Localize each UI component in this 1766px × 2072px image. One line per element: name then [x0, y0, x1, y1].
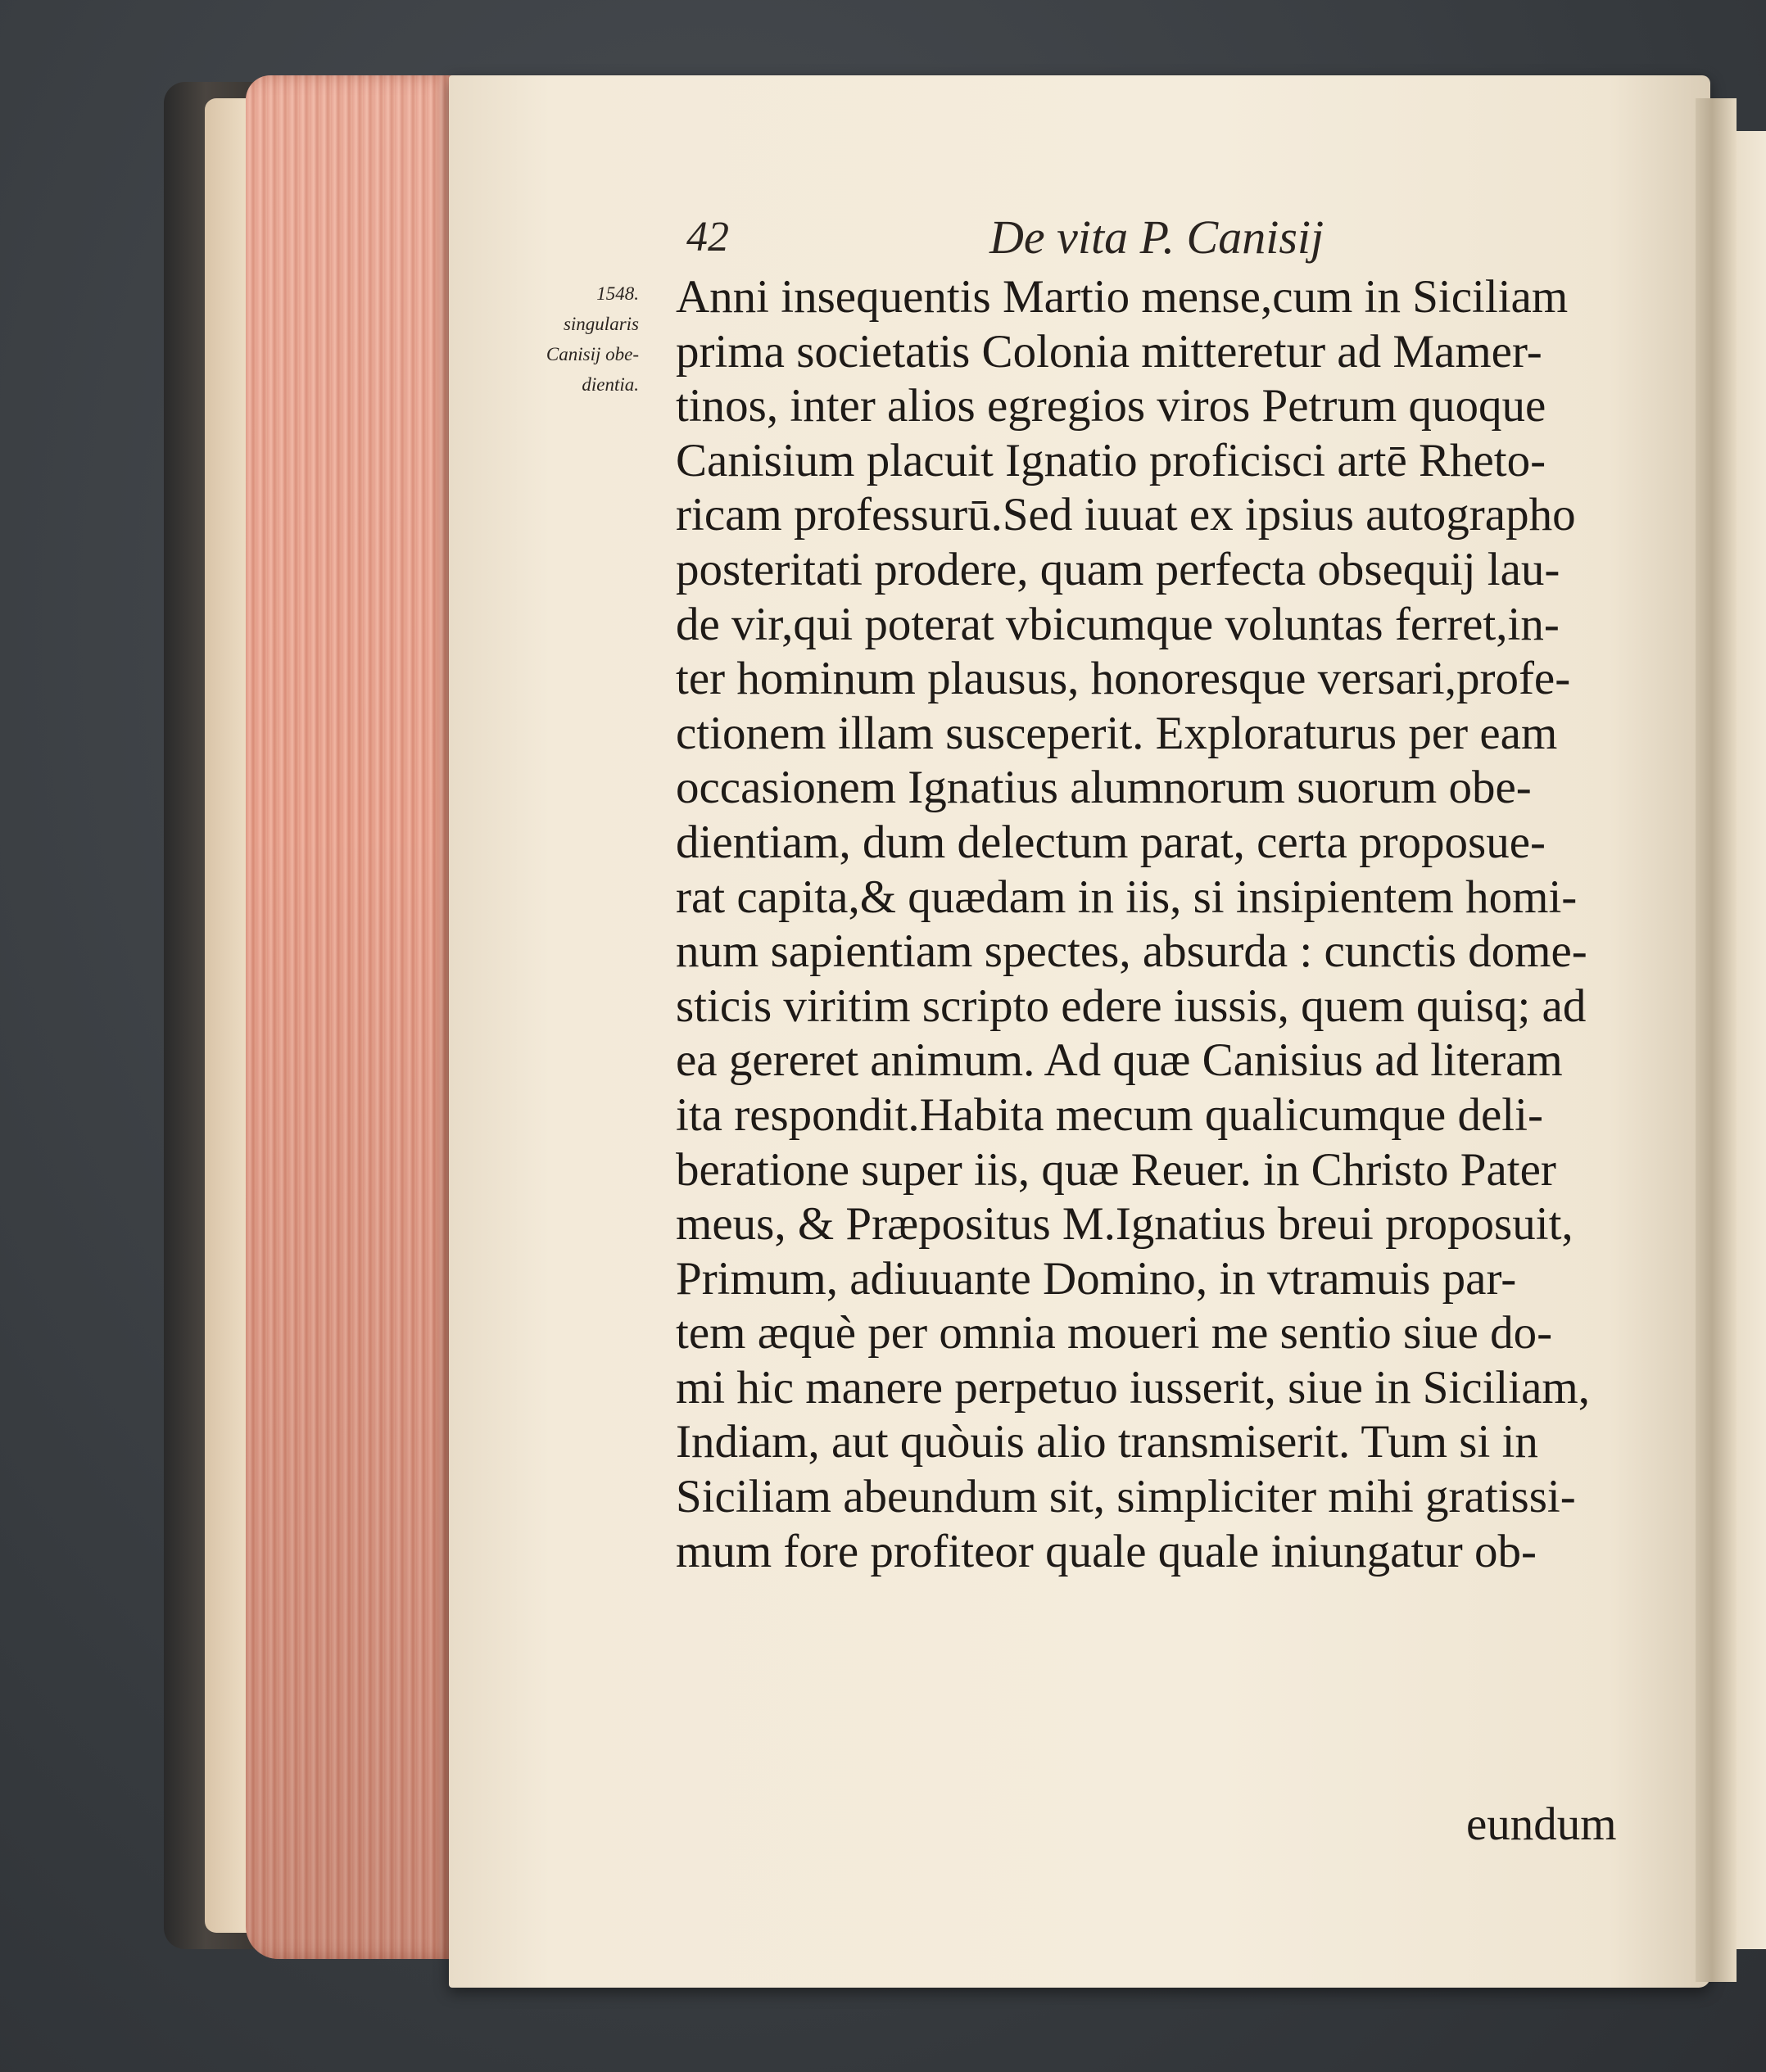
text-line: rat capita,& quædam in iis, si insipientem homi- — [676, 871, 1578, 923]
margin-note-line: Canisij obe- — [546, 344, 639, 364]
text-line: Primum, adiuuante Domino, in vtramuis par- — [676, 1252, 1517, 1305]
text-line: sticis viritim scripto edere iussis, quem quisq; ad — [676, 979, 1587, 1032]
marginal-note — [483, 278, 639, 400]
text-line: prima societatis Colonia mitteretur ad Mamer- — [676, 325, 1542, 378]
text-line: posteritati prodere, quam perfecta obsequij lau- — [676, 543, 1560, 595]
running-title: De vita P. Canisij — [989, 210, 1324, 264]
page-gutter — [1696, 98, 1737, 1982]
text-line: occasionem Ignatius alumnorum suorum obe- — [676, 762, 1532, 814]
page-number: 42 — [686, 214, 729, 260]
margin-note-line: dientia. — [582, 374, 639, 395]
margin-note-line: 1548. — [596, 283, 639, 304]
catchword: eundum — [1466, 1798, 1617, 1850]
text-line: Siciliam abeundum sit, simpliciter mihi gratissi- — [676, 1471, 1576, 1523]
text-line: mi hic manere perpetuo iusserit, siue in Siciliam, — [676, 1361, 1590, 1414]
text-line: num sapientiam spectes, absurda : cunctis dome- — [676, 925, 1587, 978]
text-line: ita respondit.Habita mecum qualicumque deli- — [676, 1088, 1543, 1141]
text-line: ter hominum plausus, honoresque versari,profe- — [676, 653, 1571, 705]
text-line: ea gereret animum. Ad quæ Canisius ad literam — [676, 1034, 1563, 1087]
text-line: Anni insequentis Martio mense,cum in Siciliam — [676, 271, 1569, 323]
text-line: ricam professurū.Sed iuuat ex ipsius autographo — [676, 489, 1576, 541]
text-line: tem æquè per omnia moueri me sentio siue do- — [676, 1307, 1553, 1359]
text-line: beratione super iis, quæ Reuer. in Christo Pater — [676, 1143, 1556, 1196]
text-line: meus, & Præpositus M.Ignatius breui proposuit, — [676, 1198, 1574, 1251]
text-line: ctionem illam susceperit. Exploraturus per eam — [676, 707, 1558, 759]
text-line: de vir,qui poterat vbicumque voluntas ferret,in- — [676, 598, 1560, 650]
text-line: tinos, inter alios egregios viros Petrum quoque — [676, 380, 1546, 432]
text-line: Canisium placuit Ignatio proficisci artē Rheto- — [676, 434, 1546, 486]
page-edges-shading — [246, 75, 459, 1959]
text-line: Indiam, aut quòuis alio transmiserit. Tum si in — [676, 1416, 1538, 1468]
running-head — [686, 205, 1686, 270]
text-line: mum fore profiteor quale quale iniungatur ob- — [676, 1525, 1537, 1577]
body-text — [676, 270, 1696, 1579]
margin-note-line: singularis — [563, 314, 639, 334]
text-line: dientiam, dum delectum parat, certa proposue- — [676, 816, 1546, 868]
